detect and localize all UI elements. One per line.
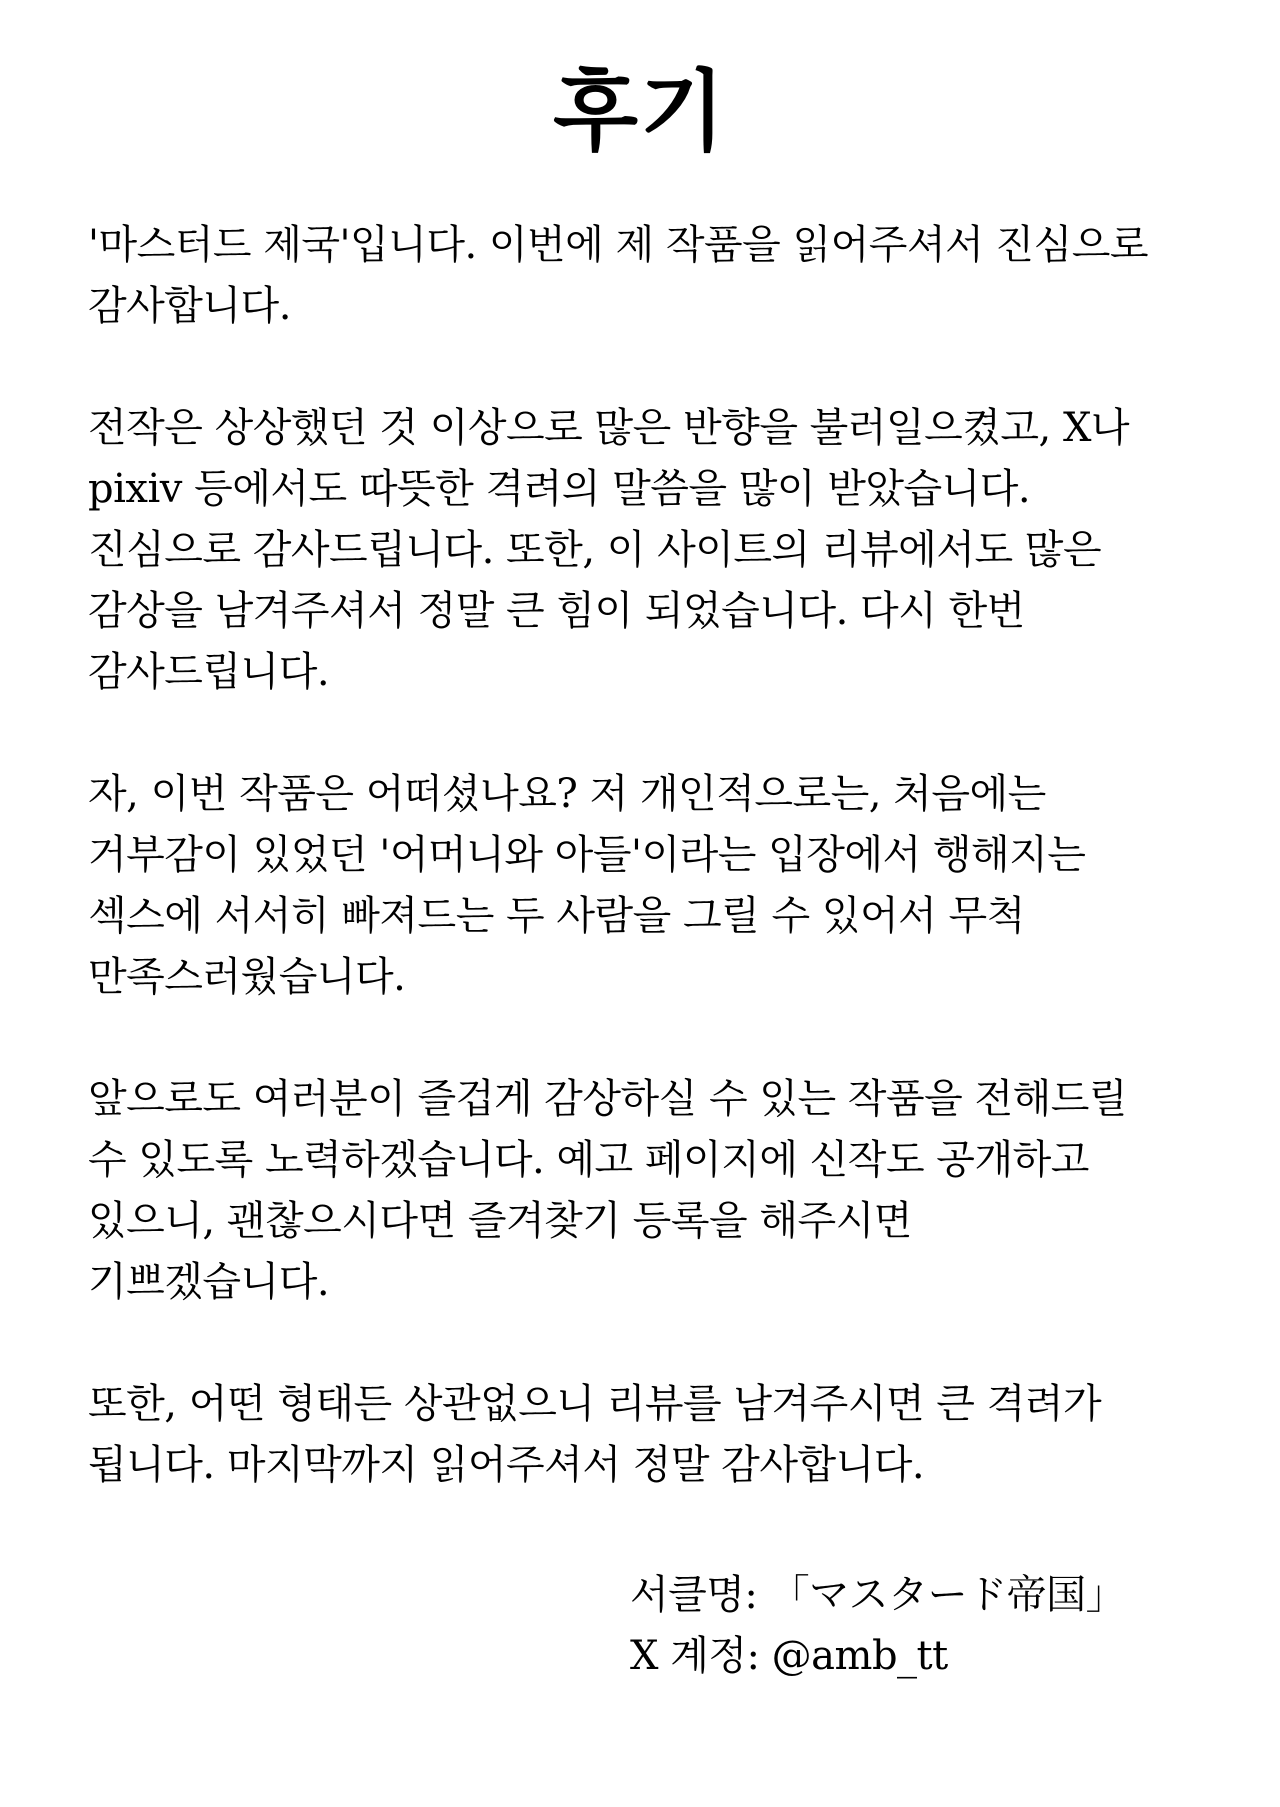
afterword-body	[88, 215, 1198, 1557]
paragraph-4	[88, 1069, 1198, 1313]
text-line: 만족스러웠습니다.	[88, 954, 406, 1000]
paragraph-2	[88, 398, 1198, 703]
text-line: '마스터드 제국'입니다. 이번에 제 작품을 읽어주셔서 진심으로	[88, 222, 1148, 268]
text-line: 앞으로도 여러분이 즐겁게 감상하실 수 있는 작품을 전해드릴	[88, 1076, 1128, 1122]
text-line: 감사드립니다.	[88, 649, 330, 695]
text-line: 전작은 상상했던 것 이상으로 많은 반향을 불러일으켰고, X나	[88, 405, 1130, 451]
text-line: 자, 이번 작품은 어떠셨나요? 저 개인적으로는, 처음에는	[88, 771, 1046, 817]
text-line: 수 있도록 노력하겠습니다. 예고 페이지에 신작도 공개하고	[88, 1137, 1089, 1183]
text-line: 감사합니다.	[88, 283, 291, 329]
text-line: 거부감이 있었던 '어머니와 아들'이라는 입장에서 행해지는	[88, 832, 1086, 878]
page-title: 후기	[552, 60, 728, 163]
text-line: pixiv 등에서도 따뜻한 격려의 말씀을 많이 받았습니다.	[88, 466, 1031, 512]
author-signature	[630, 1565, 1125, 1687]
text-line: 기쁘겠습니다.	[88, 1259, 330, 1305]
paragraph-5	[88, 1374, 1198, 1496]
text-line: 감상을 남겨주셔서 정말 큰 힘이 되었습니다. 다시 한번	[88, 588, 1025, 634]
text-line: 섹스에 서서히 빠져드는 두 사람을 그릴 수 있어서 무척	[88, 893, 1025, 939]
paragraph-1	[88, 215, 1198, 337]
x-account: X 계정: @amb_tt	[630, 1633, 948, 1679]
text-line: 있으니, 괜찮으시다면 즐겨찾기 등록을 해주시면	[88, 1198, 912, 1244]
paragraph-3	[88, 764, 1198, 1008]
circle-name: 서클명: 「マスタード帝国」	[630, 1572, 1126, 1618]
text-line: 진심으로 감사드립니다. 또한, 이 사이트의 리뷰에서도 많은	[88, 527, 1102, 573]
text-line: 됩니다. 마지막까지 읽어주셔서 정말 감사합니다.	[88, 1442, 925, 1488]
text-line: 또한, 어떤 형태든 상관없으니 리뷰를 남겨주시면 큰 격려가	[88, 1381, 1102, 1427]
